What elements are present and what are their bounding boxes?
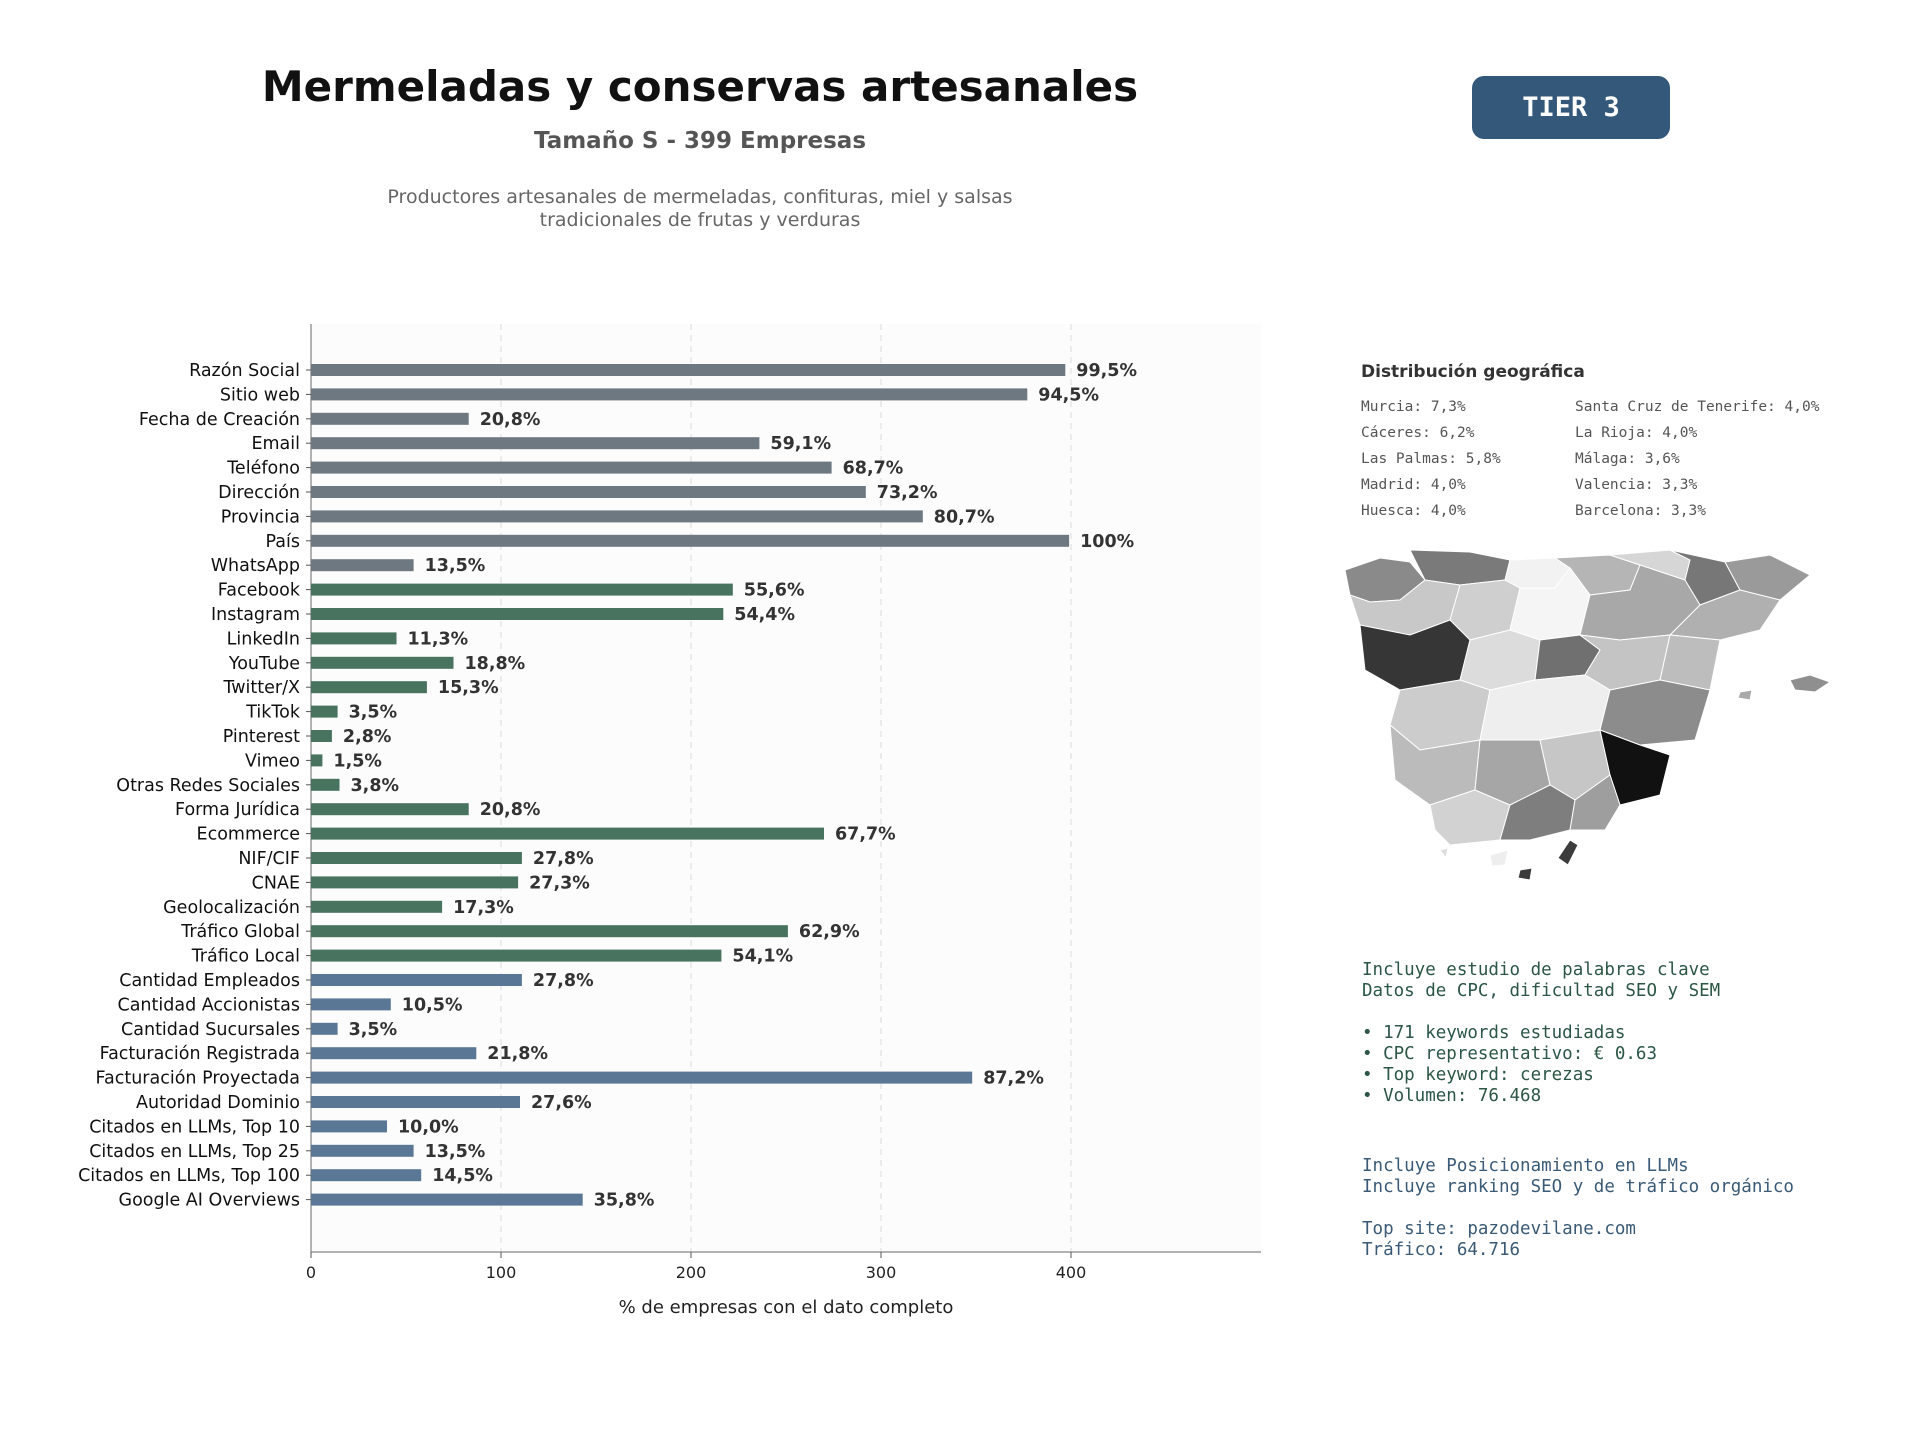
bar (311, 681, 427, 693)
bar (311, 510, 923, 522)
tier-badge: TIER 3 (1472, 76, 1670, 139)
bar (311, 779, 340, 791)
y-tick-label: Facebook (217, 580, 300, 601)
data-label: 3,8% (350, 775, 400, 796)
y-tick-label: Citados en LLMs, Top 10 (89, 1117, 300, 1138)
seo-info (1362, 960, 1720, 1107)
data-label: 11,3% (407, 629, 469, 650)
geo-item: Cáceres: 6,2% (1361, 425, 1475, 441)
geo-item: Huesca: 4,0% (1361, 503, 1466, 519)
y-tick-label: Tráfico Local (191, 946, 300, 967)
y-tick-label: Cantidad Empleados (119, 971, 300, 991)
seo-bullet: • Top keyword: cerezas (1362, 1065, 1594, 1085)
bar (311, 1194, 583, 1206)
y-tick-label: Facturación Registrada (99, 1044, 300, 1065)
data-label: 27,6% (531, 1093, 592, 1113)
data-label: 68,7% (842, 458, 904, 479)
data-label: 55,6% (743, 580, 805, 601)
y-tick-label: Provincia (220, 507, 300, 528)
y-tick-label: Citados en LLMs, Top 100 (78, 1166, 300, 1187)
page-subtitle: Tamaño S - 399 Empresas (533, 128, 867, 154)
bar (311, 1023, 338, 1035)
x-tick-label: 0 (305, 1263, 317, 1282)
bar (311, 413, 469, 425)
map-region (1460, 630, 1540, 690)
geo-item: Santa Cruz de Tenerife: 4,0% (1575, 399, 1820, 415)
seo-line: Datos de CPC, dificultad SEO y SEM (1362, 981, 1721, 1001)
bar (311, 364, 1065, 376)
y-tick-label: Citados en LLMs, Top 25 (89, 1141, 300, 1162)
data-label: 59,1% (770, 434, 832, 455)
data-label: 62,9% (798, 922, 860, 943)
y-tick-label: Autoridad Dominio (136, 1093, 300, 1113)
bar (311, 437, 759, 449)
y-tick-label: Dirección (218, 483, 300, 503)
data-label: 2,8% (342, 727, 392, 747)
y-tick-label: Teléfono (227, 458, 300, 479)
y-tick-label: YouTube (228, 653, 300, 674)
data-label: 13,5% (424, 1141, 486, 1162)
x-axis-label: % de empresas con el dato completo (618, 1297, 954, 1318)
bar (311, 584, 733, 596)
bar (311, 1169, 421, 1181)
bar (311, 852, 522, 864)
map-region (1790, 675, 1830, 692)
bar (311, 754, 322, 766)
bar (311, 559, 414, 571)
bar (311, 974, 522, 986)
seo-bullet: • 171 keywords estudiadas (1362, 1023, 1626, 1043)
y-tick-label: Fecha de Creación (138, 409, 300, 430)
page-title: Mermeladas y conservas artesanales (261, 62, 1139, 111)
y-tick-label: Facturación Proyectada (95, 1068, 300, 1089)
y-tick-label: Geolocalización (163, 897, 300, 918)
data-label: 3,5% (348, 1019, 398, 1040)
data-label: 20,8% (479, 409, 541, 430)
data-label: 17,3% (453, 897, 514, 918)
top-site: Top site: pazodevilane.com (1362, 1219, 1636, 1239)
data-label: 10,5% (401, 995, 463, 1016)
bar (311, 925, 788, 937)
x-tick-label: 100 (485, 1263, 517, 1282)
geo-item: Málaga: 3,6% (1575, 451, 1680, 467)
seo-bullet: • Volumen: 76.468 (1362, 1086, 1542, 1106)
data-label: 54,4% (734, 605, 796, 625)
sector-description: Productores artesanales de mermeladas, confituras, miel y salsas tradicionales de frutas y verduras (387, 186, 1013, 231)
data-label: 3,5% (348, 702, 398, 723)
bar (311, 608, 723, 620)
data-label: 27,8% (532, 849, 594, 869)
bar (311, 1072, 972, 1084)
map-region (1738, 690, 1752, 700)
y-tick-label: Forma Jurídica (175, 800, 300, 821)
completeness-bar-chart (0, 300, 1300, 1330)
y-tick-label: Sitio web (219, 385, 300, 406)
bar (311, 632, 397, 644)
y-tick-label: Google AI Overviews (118, 1190, 300, 1211)
llm-info (1362, 1156, 1794, 1261)
geo-item: Las Palmas: 5,8% (1361, 451, 1501, 467)
bar (311, 388, 1027, 400)
bar (311, 828, 824, 840)
geo-item: Valencia: 3,3% (1575, 477, 1698, 493)
map-region (1600, 680, 1710, 745)
data-label: 99,5% (1076, 361, 1138, 381)
bar (311, 901, 442, 913)
data-label: 20,8% (479, 800, 541, 821)
y-tick-label: Tráfico Global (181, 922, 300, 943)
y-tick-label: País (265, 531, 300, 552)
map-region (1440, 848, 1448, 858)
y-tick-label: LinkedIn (226, 629, 300, 650)
y-tick-label: TikTok (246, 702, 300, 723)
bar (311, 462, 832, 474)
data-label: 94,5% (1038, 385, 1100, 406)
data-label: 27,8% (532, 971, 594, 991)
data-label: 18,8% (464, 653, 526, 674)
data-label: 15,3% (437, 678, 499, 699)
data-label: 87,2% (983, 1068, 1044, 1089)
bar (311, 876, 518, 888)
map-region (1558, 840, 1578, 865)
bar (311, 535, 1069, 547)
seo-bullet: • CPC representativo: € 0.63 (1362, 1044, 1658, 1064)
data-label: 1,5% (333, 751, 382, 772)
spain-choropleth-map (1340, 540, 1850, 910)
data-label: 73,2% (876, 483, 938, 503)
bar (311, 1120, 387, 1132)
y-tick-label: CNAE (251, 873, 300, 894)
x-tick-label: 400 (1055, 1263, 1087, 1282)
geo-item: Madrid: 4,0% (1361, 477, 1466, 493)
y-tick-label: WhatsApp (210, 556, 300, 577)
geo-title: Distribución geográfica (1361, 362, 1585, 382)
data-label: 67,7% (835, 824, 896, 845)
x-tick-label: 200 (675, 1263, 707, 1282)
x-tick-label: 300 (865, 1263, 897, 1282)
geo-item: La Rioja: 4,0% (1575, 425, 1698, 441)
bar (311, 706, 338, 718)
y-tick-label: Razón Social (189, 361, 300, 381)
data-label: 10,0% (398, 1117, 459, 1138)
bar (311, 950, 721, 962)
data-label: 21,8% (487, 1044, 549, 1065)
map-region (1518, 868, 1532, 880)
data-label: 14,5% (432, 1166, 493, 1187)
bar (311, 1096, 520, 1108)
bar (311, 486, 866, 498)
data-label: 13,5% (424, 556, 486, 577)
data-label: 80,7% (933, 507, 995, 528)
geo-item: Murcia: 7,3% (1361, 399, 1466, 415)
y-tick-label: Cantidad Sucursales (121, 1019, 300, 1040)
y-tick-label: Twitter/X (223, 678, 300, 699)
llm-line: Incluye ranking SEO y de tráfico orgánico (1362, 1177, 1794, 1197)
data-label: 100% (1080, 531, 1135, 552)
llm-line: Incluye Posicionamiento en LLMs (1362, 1156, 1689, 1176)
bar (311, 998, 391, 1010)
y-tick-label: Otras Redes Sociales (116, 775, 300, 796)
y-tick-label: Email (251, 434, 300, 455)
y-tick-label: Instagram (210, 605, 300, 625)
seo-line: Incluye estudio de palabras clave (1362, 960, 1710, 980)
geo-item: Barcelona: 3,3% (1575, 503, 1706, 519)
bar (311, 730, 332, 742)
y-tick-label: Cantidad Accionistas (117, 995, 300, 1016)
top-site-traffic: Tráfico: 64.716 (1362, 1240, 1521, 1260)
y-tick-label: Vimeo (245, 751, 300, 772)
bar (311, 803, 469, 815)
y-tick-label: Pinterest (222, 727, 300, 747)
bar (311, 1047, 476, 1059)
bar (311, 657, 454, 669)
map-region (1490, 850, 1508, 866)
y-tick-label: Ecommerce (196, 824, 300, 845)
y-tick-label: NIF/CIF (238, 849, 300, 869)
data-label: 54,1% (732, 946, 794, 967)
data-label: 27,3% (529, 873, 590, 894)
bar (311, 1145, 414, 1157)
data-label: 35,8% (593, 1190, 655, 1211)
